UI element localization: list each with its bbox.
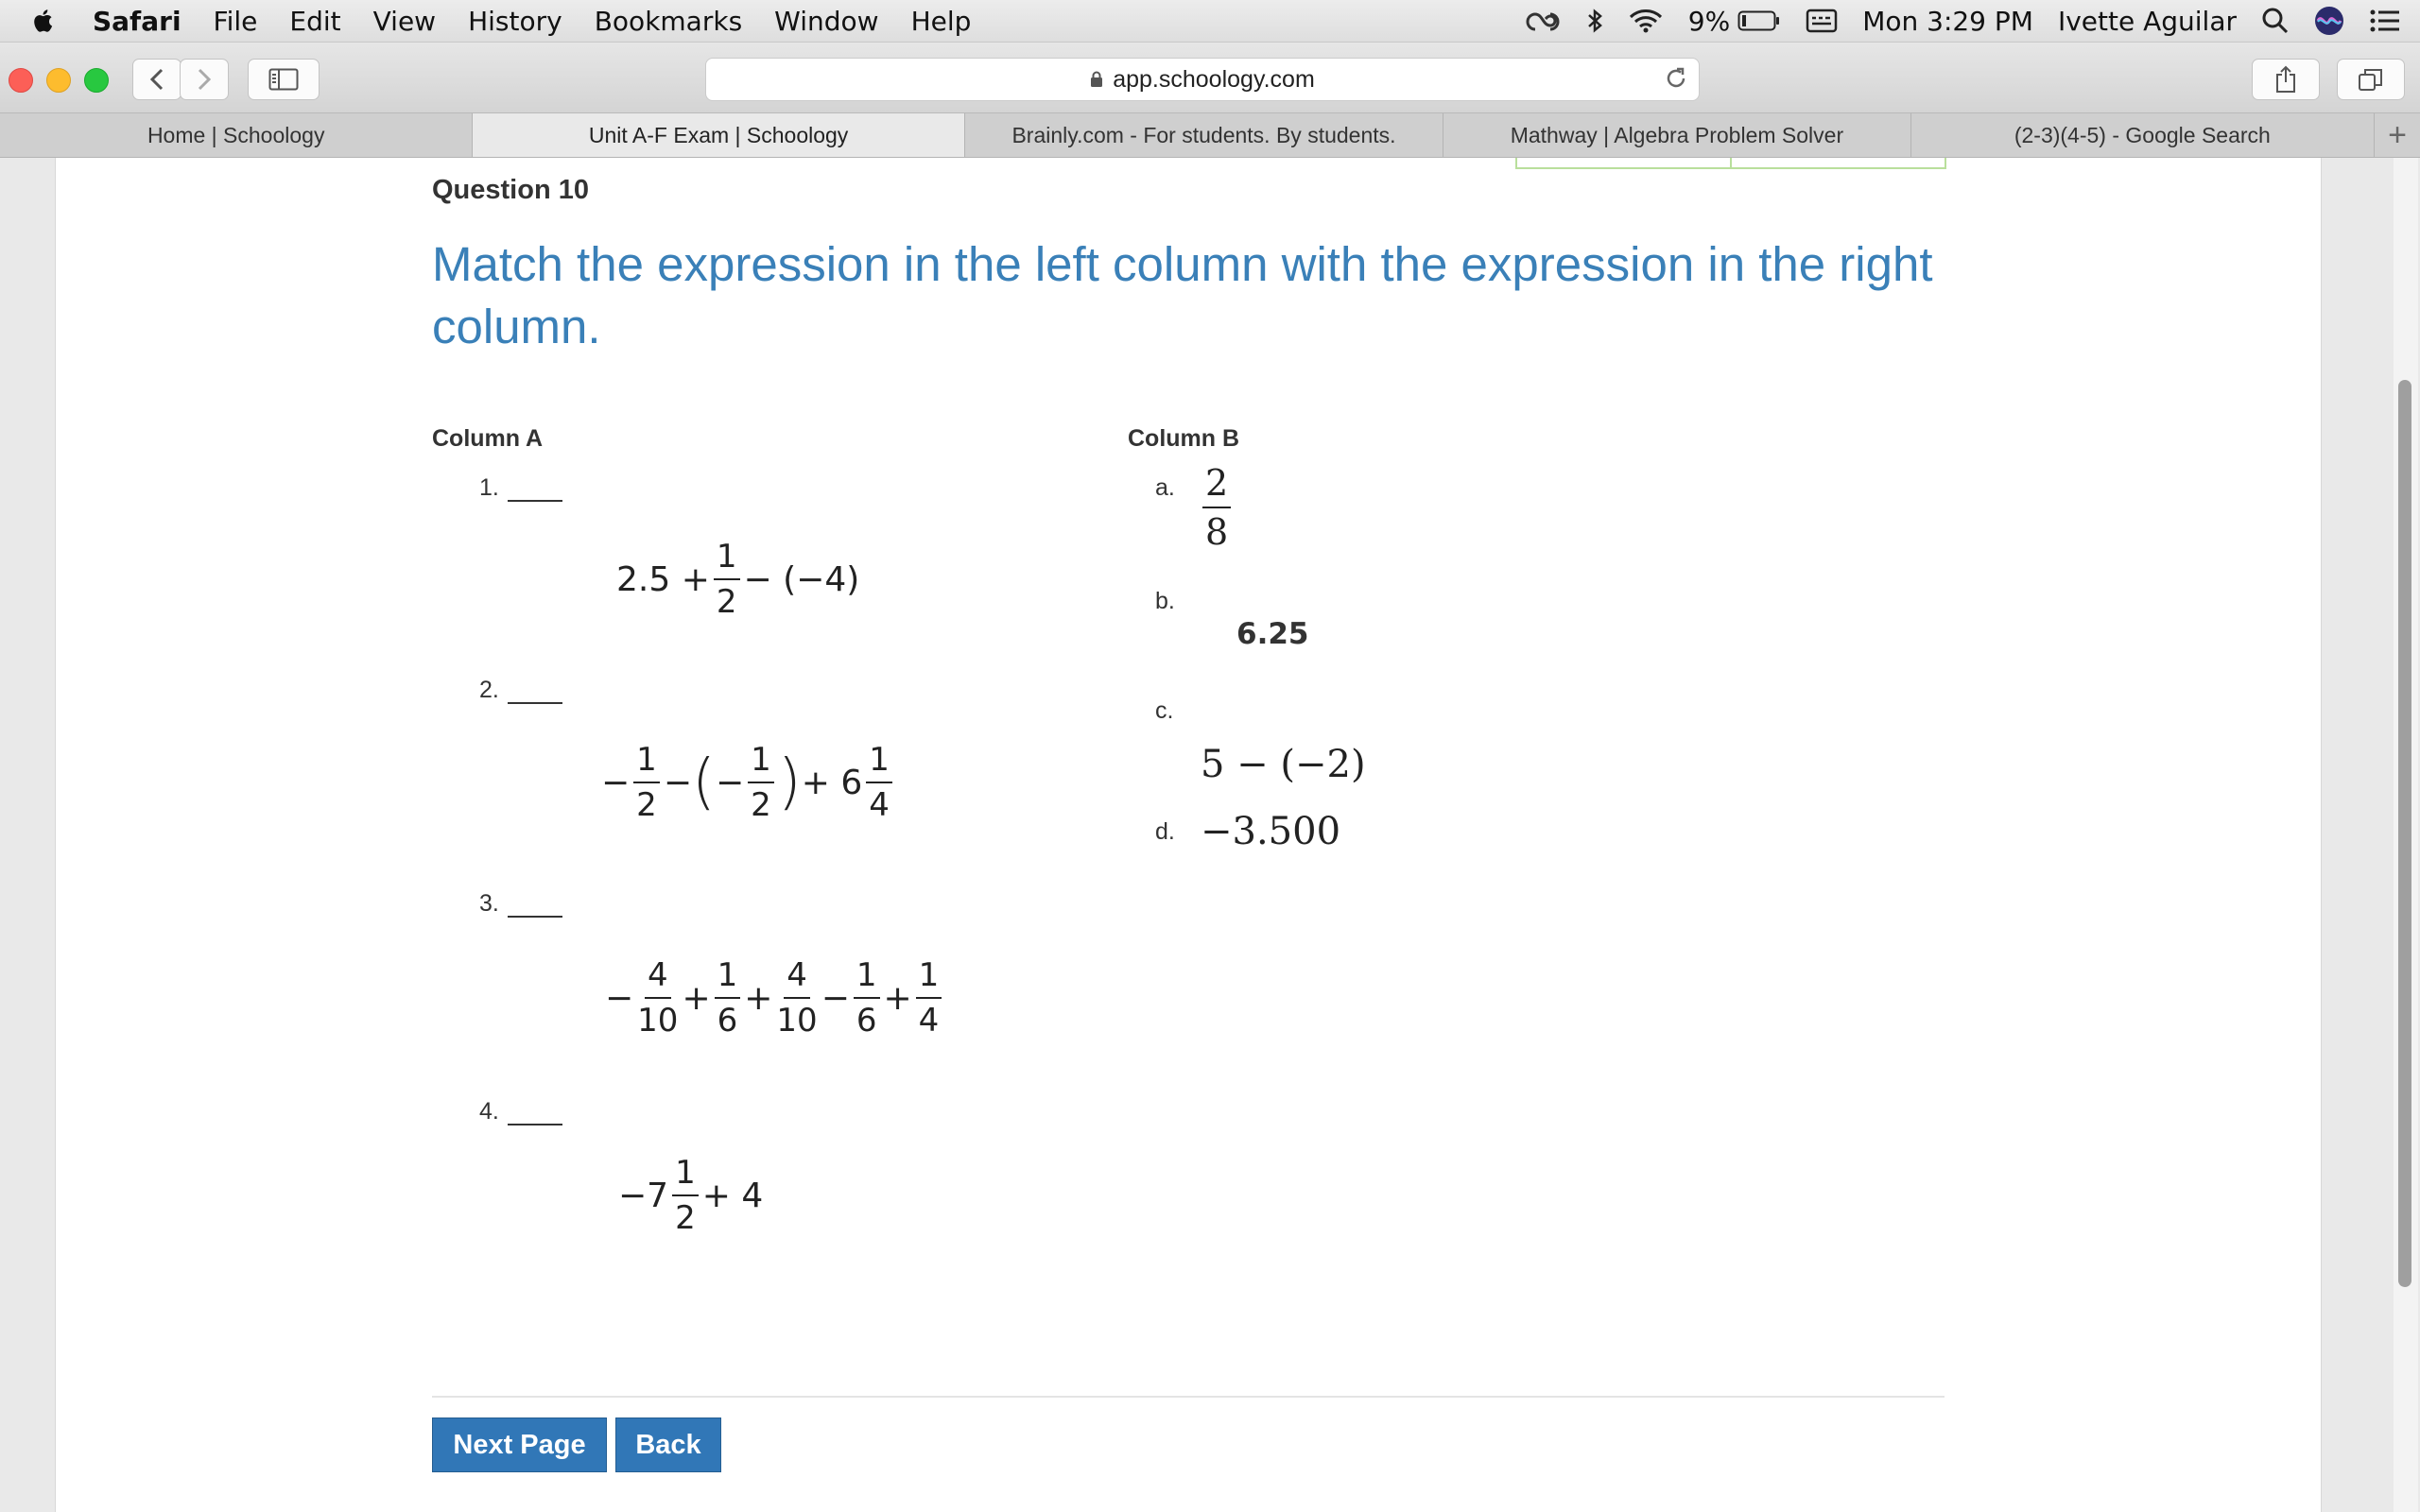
divider xyxy=(432,1396,1945,1398)
column-a-expression-4: −7 $\frac{1}{2}$ + 4 xyxy=(618,1154,764,1237)
menu-bookmarks[interactable]: Bookmarks xyxy=(594,5,743,37)
battery-percent: 9% xyxy=(1687,5,1731,37)
answer-blank[interactable] xyxy=(508,1095,562,1125)
menu-file[interactable]: File xyxy=(213,5,258,37)
item-letter: d. xyxy=(1155,818,1175,845)
forward-nav-button[interactable] xyxy=(180,59,229,100)
tab-mathway[interactable] xyxy=(1443,113,1910,157)
menu-help[interactable]: Help xyxy=(910,5,972,37)
menu-window[interactable]: Window xyxy=(774,5,879,37)
menu-safari[interactable]: Safari xyxy=(93,5,182,37)
tab-google-search[interactable] xyxy=(1911,113,2375,157)
question-number: Question 10 xyxy=(432,175,589,205)
chevron-right-icon xyxy=(197,67,212,92)
apple-icon[interactable] xyxy=(32,9,53,33)
column-b-expression-a: $\frac{2}{8}$ xyxy=(1199,463,1235,552)
tab-overview-button[interactable] xyxy=(2337,59,2405,100)
column-a-expression-3: − $\frac{4}{10}$ + $\frac{1}{6}$ + $\frac{4}{10}$ − $\frac{1}{6}$ + $\frac{1}{4}$ xyxy=(605,957,945,1039)
item-letter: a. xyxy=(1155,474,1175,501)
siri-icon[interactable] xyxy=(2314,6,2344,36)
bluetooth-icon[interactable] xyxy=(1586,8,1603,34)
sidebar-toggle-button[interactable] xyxy=(248,59,320,100)
column-a-heading: Column A xyxy=(432,425,544,452)
item-number: 3. xyxy=(479,890,499,917)
tab-label: Brainly.com - For students. By students. xyxy=(1011,122,1396,147)
creative-cloud-icon[interactable] xyxy=(1524,9,1562,33)
answer-blank[interactable] xyxy=(508,472,562,502)
tab-overview-icon xyxy=(2358,67,2384,92)
plus-icon: + xyxy=(2388,116,2407,153)
sidebar-icon xyxy=(268,68,299,91)
item-number: 1. xyxy=(479,474,499,501)
item-number: 4. xyxy=(479,1098,499,1125)
new-tab-button[interactable] xyxy=(2375,113,2420,157)
notification-center-icon[interactable] xyxy=(2369,9,2401,33)
tab-unit-exam[interactable] xyxy=(473,113,964,157)
share-button[interactable] xyxy=(2252,59,2320,100)
battery-icon[interactable] xyxy=(1737,9,1781,32)
user-name[interactable]: Ivette Aguilar xyxy=(2057,5,2237,37)
close-window-icon[interactable] xyxy=(9,68,33,93)
back-nav-button[interactable] xyxy=(132,59,182,100)
tab-bar xyxy=(0,113,2420,158)
assessment-panel xyxy=(55,158,2322,1512)
next-page-button[interactable]: Next Page xyxy=(432,1418,607,1472)
menu-bar xyxy=(0,0,2420,43)
menu-view[interactable]: View xyxy=(372,5,437,37)
reload-icon[interactable] xyxy=(1664,66,1688,91)
scrollbar-thumb[interactable] xyxy=(2398,380,2411,1287)
column-b-expression-c: 5 − (−2) xyxy=(1201,743,1366,786)
chevron-left-icon xyxy=(149,67,164,92)
tab-label: (2-3)(4-5) - Google Search xyxy=(2014,122,2271,147)
input-menu-icon[interactable] xyxy=(1806,7,1838,35)
item-letter: c. xyxy=(1155,697,1174,724)
answer-blank[interactable] xyxy=(508,887,562,918)
web-page xyxy=(0,158,2420,1512)
menu-history[interactable]: History xyxy=(468,5,562,37)
answer-blank[interactable] xyxy=(508,674,562,704)
share-icon xyxy=(2274,65,2297,94)
lock-icon xyxy=(1090,71,1103,88)
tab-home-schoology[interactable] xyxy=(0,113,473,157)
column-a-expression-2: − $\frac{1}{2}$ − ( − $\frac{1}{2}$ ) + 6 $\frac{1}{4}$ xyxy=(601,742,896,823)
item-number: 2. xyxy=(479,677,499,703)
wifi-icon[interactable] xyxy=(1628,8,1664,34)
item-letter: b. xyxy=(1155,588,1175,614)
tab-label: Mathway | Algebra Problem Solver xyxy=(1510,122,1844,147)
menu-edit[interactable]: Edit xyxy=(289,5,341,37)
column-b-expression-d: −3.500 xyxy=(1201,810,1341,853)
tab-brainly[interactable] xyxy=(965,113,1443,157)
url-text: app.schoology.com xyxy=(1113,65,1315,93)
clock[interactable]: Mon 3:29 PM xyxy=(1862,5,2033,37)
column-a-expression-1: 2.5 + $\frac{1}{2}$ − (−4) xyxy=(616,538,860,621)
column-b-expression-b: 6.25 xyxy=(1236,617,1309,651)
question-nav-box xyxy=(1515,158,1946,169)
tab-label: Unit A-F Exam | Schoology xyxy=(588,122,849,147)
minimize-window-icon[interactable] xyxy=(46,68,71,93)
address-bar[interactable] xyxy=(705,58,1700,101)
back-button[interactable]: Back xyxy=(615,1418,721,1472)
tab-label: Home | Schoology xyxy=(147,122,325,147)
column-b-heading: Column B xyxy=(1128,425,1240,452)
spotlight-search-icon[interactable] xyxy=(2261,7,2290,35)
question-prompt: Match the expression in the left column with the expression in the right column. xyxy=(432,237,1933,353)
fullscreen-window-icon[interactable] xyxy=(84,68,109,93)
